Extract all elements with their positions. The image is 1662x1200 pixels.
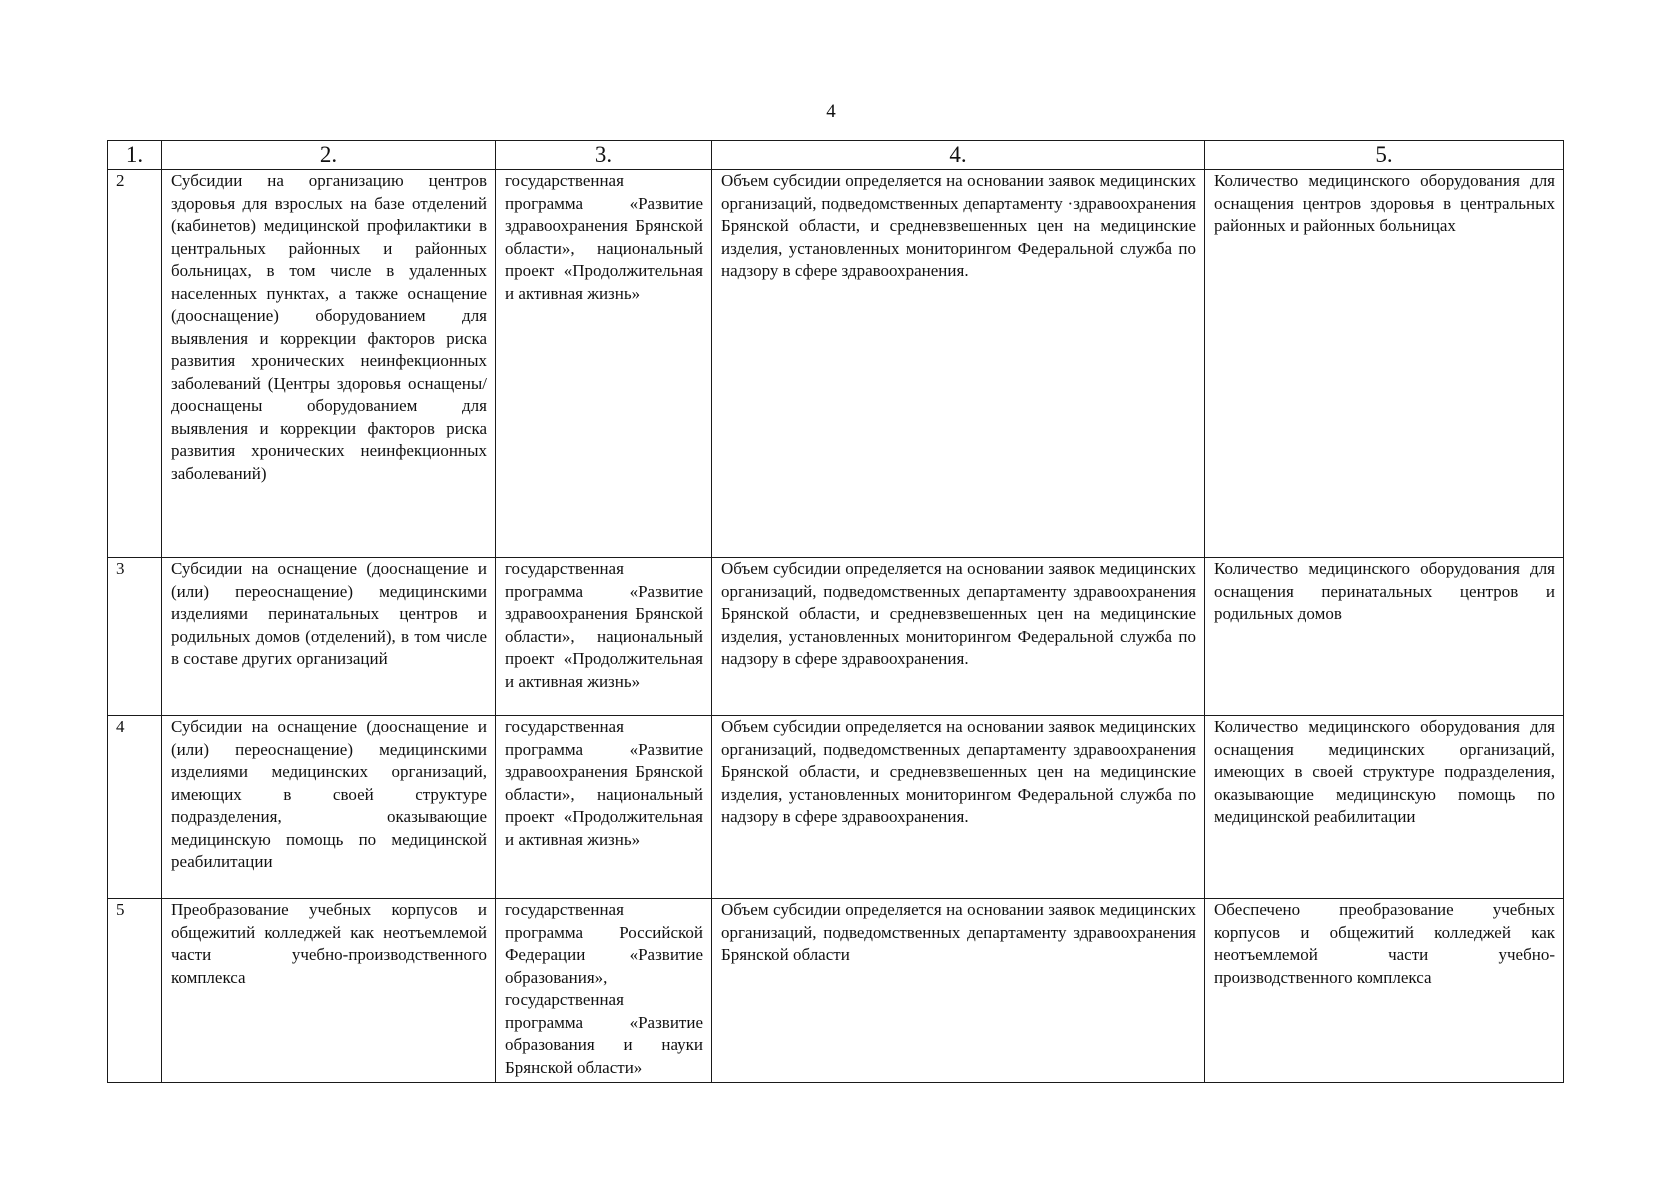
measure-cell: Субсидии на оснащение (дооснащение и (или) переоснащение) медицинскими изделиями медицинских организаций, имеющих в своей структуре подразделения, оказывающие медицинскую помощь по медицинской реабилитации bbox=[162, 716, 496, 899]
row-number-cell: 5 bbox=[108, 899, 162, 1083]
measures-table bbox=[107, 140, 1564, 1083]
result-cell: Количество медицинского оборудования для оснащения центров здоровья в центральных районных и районных больницах bbox=[1205, 170, 1564, 558]
result-cell: Обеспечено преобразование учебных корпусов и общежитий колледжей как неотъемлемой части учебно-производственного комплекса bbox=[1205, 899, 1564, 1083]
program-cell: государственная программа Российской Федерации «Развитие образования», государственная программа «Развитие образования и науки Брянской области» bbox=[496, 899, 712, 1083]
measure-cell: Субсидии на организацию центров здоровья для взрослых на базе отделений (кабинетов) медицинской профилактики в центральных районных и районных больницах, в том числе в удаленных населенных пунктах, а также оснащение (дооснащение) оборудованием для выявления и коррекции факторов риска развития хронических неинфекционных заболеваний (Центры здоровья оснащены/дооснащены оборудованием для выявления и коррекции факторов риска развития хронических неинфекционных заболеваний) bbox=[162, 170, 496, 558]
measure-cell: Преобразование учебных корпусов и общежитий колледжей как неотъемлемой части учебно-производственного комплекса bbox=[162, 899, 496, 1083]
method-cell: Объем субсидии определяется на основании заявок медицинских организаций, подведомственных департаменту здравоохранения Брянской области bbox=[712, 899, 1205, 1083]
method-cell: Объем субсидии определяется на основании заявок медицинских организаций, подведомственных департаменту здравоохранения Брянской области, и средневзвешенных цен на медицинские изделия, установленных мониторингом Федеральной служба по надзору в сфере здравоохранения. bbox=[712, 716, 1205, 899]
program-cell: государственная программа «Развитие здравоохранения Брянской области», национальный проект «Продолжительная и активная жизнь» bbox=[496, 558, 712, 716]
table-header-row bbox=[108, 141, 1564, 170]
result-cell: Количество медицинского оборудования для оснащения перинатальных центров и родильных домов bbox=[1205, 558, 1564, 716]
program-cell: государственная программа «Развитие здравоохранения Брянской области», национальный проект «Продолжительная и активная жизнь» bbox=[496, 716, 712, 899]
result-cell: Количество медицинского оборудования для оснащения медицинских организаций, имеющих в своей структуре подразделения, оказывающие медицинскую помощь по медицинской реабилитации bbox=[1205, 716, 1564, 899]
table-row bbox=[108, 558, 1564, 716]
column-header: 5. bbox=[1205, 141, 1564, 170]
method-cell: Объем субсидии определяется на основании заявок медицинских организаций, подведомственных департаменту ·здравоохранения Брянской области, и средневзвешенных цен на медицинские изделия, установленных мониторингом Федеральной служба по надзору в сфере здравоохранения. bbox=[712, 170, 1205, 558]
page-number: 4 bbox=[826, 101, 836, 122]
row-number-cell: 3 bbox=[108, 558, 162, 716]
program-cell: государственная программа «Развитие здравоохранения Брянской области», национальный проект «Продолжительная и активная жизнь» bbox=[496, 170, 712, 558]
column-header: 4. bbox=[712, 141, 1205, 170]
column-header: 2. bbox=[162, 141, 496, 170]
measure-cell: Субсидии на оснащение (дооснащение и (или) переоснащение) медицинскими изделиями перинатальных центров и родильных домов (отделений), в том числе в составе других организаций bbox=[162, 558, 496, 716]
table-row bbox=[108, 899, 1564, 1083]
method-cell: Объем субсидии определяется на основании заявок медицинских организаций, подведомственных департаменту здравоохранения Брянской области, и средневзвешенных цен на медицинские изделия, установленных мониторингом Федеральной служба по надзору в сфере здравоохранения. bbox=[712, 558, 1205, 716]
table-row bbox=[108, 716, 1564, 899]
row-number-cell: 4 bbox=[108, 716, 162, 899]
table-row bbox=[108, 170, 1564, 558]
row-number-cell: 2 bbox=[108, 170, 162, 558]
column-header: 1. bbox=[108, 141, 162, 170]
column-header: 3. bbox=[496, 141, 712, 170]
